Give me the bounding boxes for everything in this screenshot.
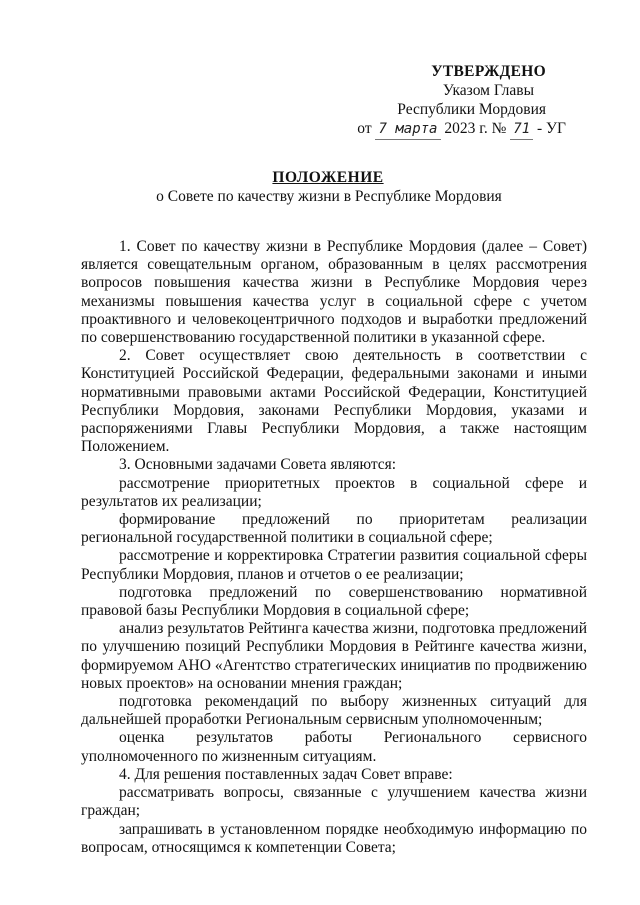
document-title: ПОЛОЖЕНИЕ [272, 169, 384, 186]
paragraph: рассмотрение приоритетных проектов в социальной сфере и результатов их реализации; [81, 474, 587, 510]
paragraph: запрашивать в установленном порядке необходимую информацию по вопросам, относящимся к компетенции Совета; [81, 820, 587, 856]
date-day-month: 7 марта [375, 120, 440, 140]
decree-number: 71 [510, 120, 533, 140]
approved-label: УТВЕРЖДЕНО [431, 63, 546, 80]
decree-date-line [306, 119, 566, 140]
document-title-block [0, 168, 640, 206]
paragraph: 2. Совет осуществляет свою деятельность в соответствии с Конституцией Российской Федерации, федеральными законами и иными нормативными правовыми актами Российской Федерации, Конституцией Республики Мордовия, законами Республики Мордовия, указами и распоряжениями Главы Республики Мордовия, а также настоящим Положением. [81, 347, 587, 456]
number-sign: № [491, 120, 507, 137]
paragraph: подготовка предложений по совершенствованию нормативной правовой базы Республики Мордовия в социальной сфере; [81, 583, 587, 620]
paragraph: формирование предложений по приоритетам реализации региональной государственной политики в социальной сфере; [81, 511, 587, 547]
paragraph: 4. Для решения поставленных задач Совет вправе: [119, 765, 453, 783]
region-line: Республики Мордовия [397, 101, 546, 118]
date-prefix: от [357, 120, 372, 137]
decree-line: Указом Главы [442, 82, 534, 99]
document-subtitle: о Совете по качеству жизни в Республике Мордовия [156, 188, 502, 205]
paragraph: рассмотрение и корректировка Стратегии развития социальной сферы Республики Мордовия, планов и отчетов о ее реализации; [81, 547, 587, 583]
document-body [81, 238, 587, 857]
paragraph: 3. Основными задачами Совета являются: [119, 456, 397, 474]
approval-stamp-block [306, 62, 566, 140]
paragraph: анализ результатов Рейтинга качества жизни, подготовка предложений по улучшению позиций Республики Мордовия в Рейтинге качества жизни, формируемом АНО «Агентство стратегических инициатив по продвижению новых проектов» на основании мнения граждан; [81, 620, 587, 692]
paragraph: оценка результатов работы Регионального сервисного уполномоченного по жизненным ситуациям. [81, 729, 587, 765]
paragraph: 1. Совет по качеству жизни в Республике Мордовия (далее – Совет) является совещательным органом, образованным в целях рассмотрения вопросов повышения качества жизни в Республике Мордовия через механизмы повышения качества услуг в социальной сфере с учетом проактивного и человекоцентричного подходов и выработки предложений по совершенствованию государственной политики в указанной сфере. [81, 238, 587, 347]
date-year: 2023 г. [444, 120, 488, 137]
number-suffix: - УГ [537, 120, 566, 137]
paragraph: подготовка рекомендаций по выбору жизненных ситуаций для дальнейшей проработки Региональным сервисным уполномоченным; [81, 693, 587, 729]
paragraph: рассматривать вопросы, связанные с улучшением качества жизни граждан; [81, 784, 587, 820]
